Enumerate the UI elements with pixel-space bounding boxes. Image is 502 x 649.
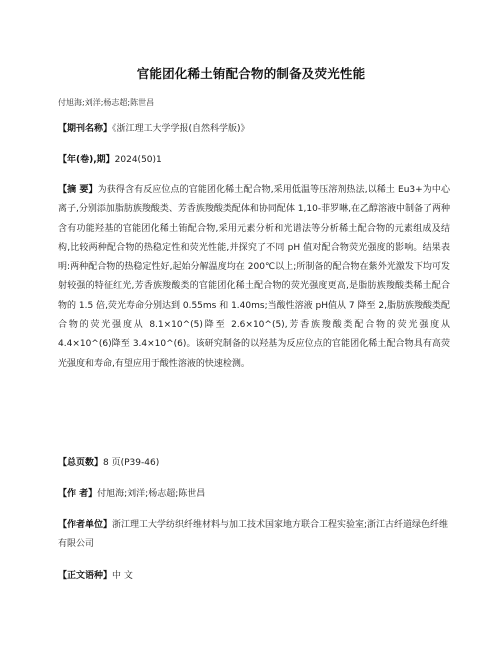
abstract-text: 为获得含有反应位点的官能团化稀土配合物,采用低温等压溶剂热法,以稀土 Eu3+为中心离子,分别添加脂肪族羧酸类、芳香族羧酸类配体和协同配体 1,10-菲罗啉,在乙醇溶液中制备了两种含有功能羟基的官能团化稀土铕配合物,采用元素分析和光谱法等分析稀土配合物的元素组成及结构,比较两种配合物的热稳定性和荧光性能,并探究了不同 pH 值对配合物荧光强度的影响。结果表明:两种配合物的热稳定性好,起始分解温度均在 200℃以上;所制备的配合物在紫外光激发下均可发射较强的特征红光,芳香族羧酸类的官能团化稀土配合物的荧光强度更高,是脂肪族羧酸类稀土配合物的 1.5 倍,荧光寿命分别达到 0.55ms 和 1.40ms;当酸性溶液 pH值从 7 降至 2,脂肪族羧酸类配合物的荧光强度从 8.1×10^(5)降至 2.6×10^(5),芳香族羧酸类配合物的荧光强度从 4.4×10^(6)降至 3.4×10^(6)。该研究制备的以羟基为反应位点的官能团化稀土配合物具有高荧光强度和寿命,有望应用于酸性溶液的快速检测。: [58, 185, 450, 369]
abstract-field: [58, 181, 450, 374]
author-label: 【作 者】: [58, 489, 98, 499]
author-line: 付旭海;刘洋;杨志超;陈世昌: [58, 98, 155, 107]
abstract-label: 【摘 要】: [58, 185, 98, 195]
pages-value: 8 页(P39-46): [103, 458, 160, 468]
language-value: 中 文: [112, 571, 133, 581]
journal-field: [58, 120, 450, 139]
journal-label: 【期刊名称】: [58, 124, 113, 134]
language-field: [58, 567, 450, 586]
author-value: 付旭海;刘洋;杨志超;陈世昌: [97, 489, 206, 499]
affiliation-field: [58, 516, 450, 555]
journal-value: 《浙江理工大学学报(自然科学版)》: [112, 124, 250, 134]
pages-label: 【总页数】: [58, 458, 104, 468]
issue-field: [58, 151, 450, 170]
affiliation-label: 【作者单位】: [58, 520, 113, 530]
document-title: 官能团化稀土铕配合物的制备及荧光性能: [136, 66, 366, 81]
issue-value: 2024(50)1: [114, 155, 162, 165]
affiliation-value: 浙江理工大学纺织纤维材料与加工技术国家地方联合工程实验室;浙江古纤道绿色纤维有限公司: [58, 520, 449, 550]
language-label: 【正文语种】: [58, 571, 113, 581]
issue-label: 【年(卷),期】: [58, 155, 115, 165]
pages-field: [58, 454, 450, 473]
author-field: [58, 485, 450, 504]
